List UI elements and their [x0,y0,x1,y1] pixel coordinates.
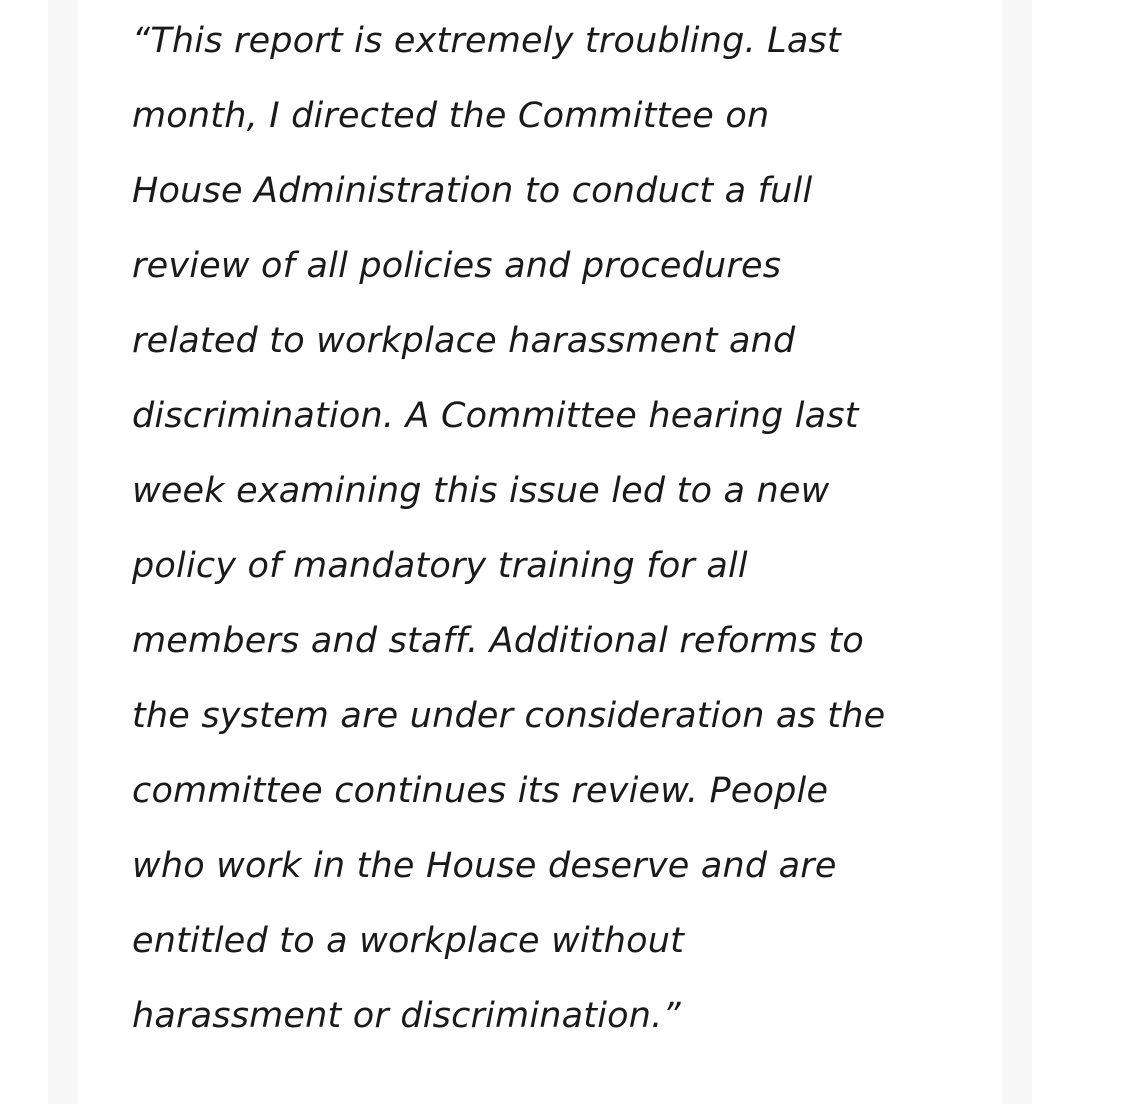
quote-line: policy of mandatory training for all [132,546,748,586]
quote-line: month, I directed the Committee on [132,96,770,136]
quote-line: House Administration to conduct a full [132,171,813,211]
quote-line: members and staff. Additional reforms to [132,621,864,661]
quote-paragraph [132,4,992,1054]
quote-line: who work in the House deserve and are [132,846,837,886]
quote-line: harassment or discrimination.” [132,996,681,1036]
quote-line: related to workplace harassment and [132,321,796,361]
quote-line: entitled to a workplace without [132,921,685,961]
quote-line: discrimination. A Committee hearing last [132,396,859,436]
quote-line: week examining this issue led to a new [132,471,830,511]
quote-line: review of all policies and procedures [132,246,782,286]
quote-line: committee continues its review. People [132,771,829,811]
quote-line: “This report is extremely troubling. Last [132,21,841,61]
quote-line: the system are under consideration as the [132,696,886,736]
